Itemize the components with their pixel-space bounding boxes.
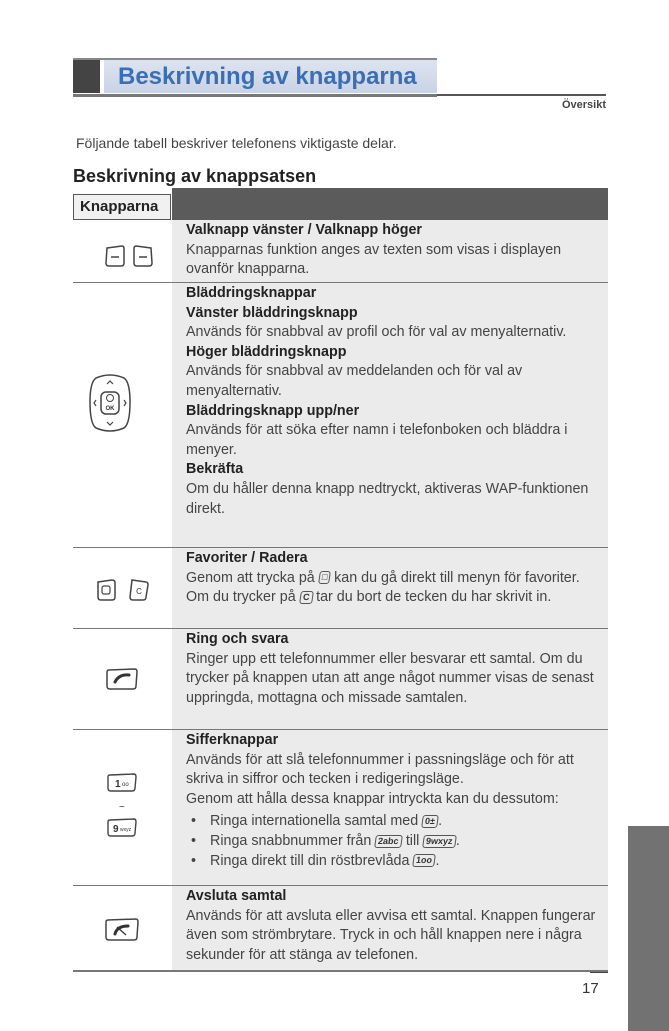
intro-text: Följande tabell beskriver telefonens viktigaste delar. <box>76 135 397 151</box>
row-title: Ring och svara <box>186 631 289 647</box>
row-separator <box>73 282 608 283</box>
item-text: Används för snabbval av meddelanden och för val av menyalternativ. <box>186 363 523 399</box>
favorite-key-icon: □ <box>318 571 331 584</box>
row-title: Avsluta samtal <box>186 888 287 904</box>
list-item: • Ringa snabbnummer från 2abc till 9wxyz . <box>186 832 606 852</box>
row-text: Knapparnas funktion anges av texten som visas i displayen ovanför knapparna. <box>186 241 562 278</box>
number-keys-icon <box>107 772 139 847</box>
item-title: Vänster bläddringsknapp <box>186 304 358 321</box>
two-key-icon: 2abc <box>374 835 402 848</box>
row-text: Genom att hålla dessa knappar intryckta kan du dessutom: <box>186 790 559 807</box>
svg-text:9: 9 <box>113 824 119 835</box>
item-title: Bekräfta <box>186 461 244 478</box>
row-separator <box>73 628 608 629</box>
table-bottom-rule <box>73 970 608 972</box>
row-title: Favoriter / Radera <box>186 550 308 566</box>
svg-text:1: 1 <box>115 779 121 790</box>
table-header-bar <box>172 188 608 220</box>
send-key-icon <box>105 667 139 696</box>
page-title: Beskrivning av knapparna <box>118 63 417 90</box>
item-text: Används för att söka efter namn i telefonboken och bläddra i menyer. <box>186 422 568 458</box>
row-title: Bläddringsknappar <box>186 285 317 301</box>
row-text: Ringer upp ett telefonnummer eller besvarar ett samtal. Om du trycker på knappen utan att ange något nummer visas de senast uppringda, mottagna och missade samtalen. <box>186 650 594 706</box>
page-number: 17 <box>582 980 599 997</box>
item-text: Om du håller denna knapp nedtryckt, aktiveras WAP-funktionen direkt. <box>186 480 589 517</box>
nine-key-icon: 9wxyz <box>422 835 456 848</box>
svg-text:oo: oo <box>122 782 129 788</box>
row-end-call <box>186 887 606 965</box>
soft-keys-icon <box>104 244 154 275</box>
list-item: • Ringa direkt till din röstbrevlåda 1oo . <box>186 852 606 872</box>
subheading: Beskrivning av knappsatsen <box>73 166 317 186</box>
row-title: Valknapp vänster / Valknapp höger <box>186 222 422 238</box>
row-separator <box>73 547 608 548</box>
row-soft-keys <box>186 221 606 280</box>
row-text-part: tar du bort de tecken du har skrivit in. <box>316 589 552 606</box>
list-item: • Ringa internationella samtal med 0± . <box>186 812 606 832</box>
svg-text:OK: OK <box>105 406 115 412</box>
row-separator <box>73 729 608 730</box>
row-text: Används för att avsluta eller avvisa ett samtal. Knappen fungerar även som strömbrytare. Tryck in och håll knappen nere i några sekunder för att stänga av telefonen. <box>186 907 596 963</box>
svg-text:~: ~ <box>119 802 125 813</box>
svg-text:C: C <box>136 587 142 596</box>
row-text-part: kan du gå direkt till menyn för favoriter. Om du trycker på <box>186 569 580 606</box>
one-key-icon: 1oo <box>413 854 437 867</box>
row-separator <box>73 885 608 886</box>
table-column-header: Knapparna <box>73 194 171 220</box>
item-text: Används för snabbval av profil och för val av menyalternativ. <box>186 324 567 341</box>
favorite-clear-keys-icon <box>95 578 151 609</box>
row-title: Sifferknappar <box>186 732 279 748</box>
row-favorites <box>186 549 606 608</box>
end-key-icon <box>104 917 140 948</box>
svg-text:wxyz: wxyz <box>120 827 132 833</box>
item-title: Höger bläddringsknapp <box>186 343 347 360</box>
row-number-keys <box>186 731 606 871</box>
zero-key-icon: 0± <box>421 815 439 828</box>
item-title: Bläddringsknapp upp/ner <box>186 402 360 419</box>
header-rule-thick <box>73 94 437 97</box>
section-label: Översikt <box>561 99 606 111</box>
row-send <box>186 630 606 708</box>
navigation-keys-icon <box>88 372 132 439</box>
side-tab <box>628 826 669 1031</box>
clear-key-icon: C <box>299 591 313 604</box>
row-text: Används för att slå telefonnummer i passningsläge och för att skriva in siffror och tecken i redigeringsläge. <box>186 751 574 788</box>
header-square <box>73 60 100 93</box>
row-text-part: Genom att trycka på <box>186 569 315 586</box>
row-navigation <box>186 284 606 519</box>
page-number-rule <box>590 972 608 973</box>
